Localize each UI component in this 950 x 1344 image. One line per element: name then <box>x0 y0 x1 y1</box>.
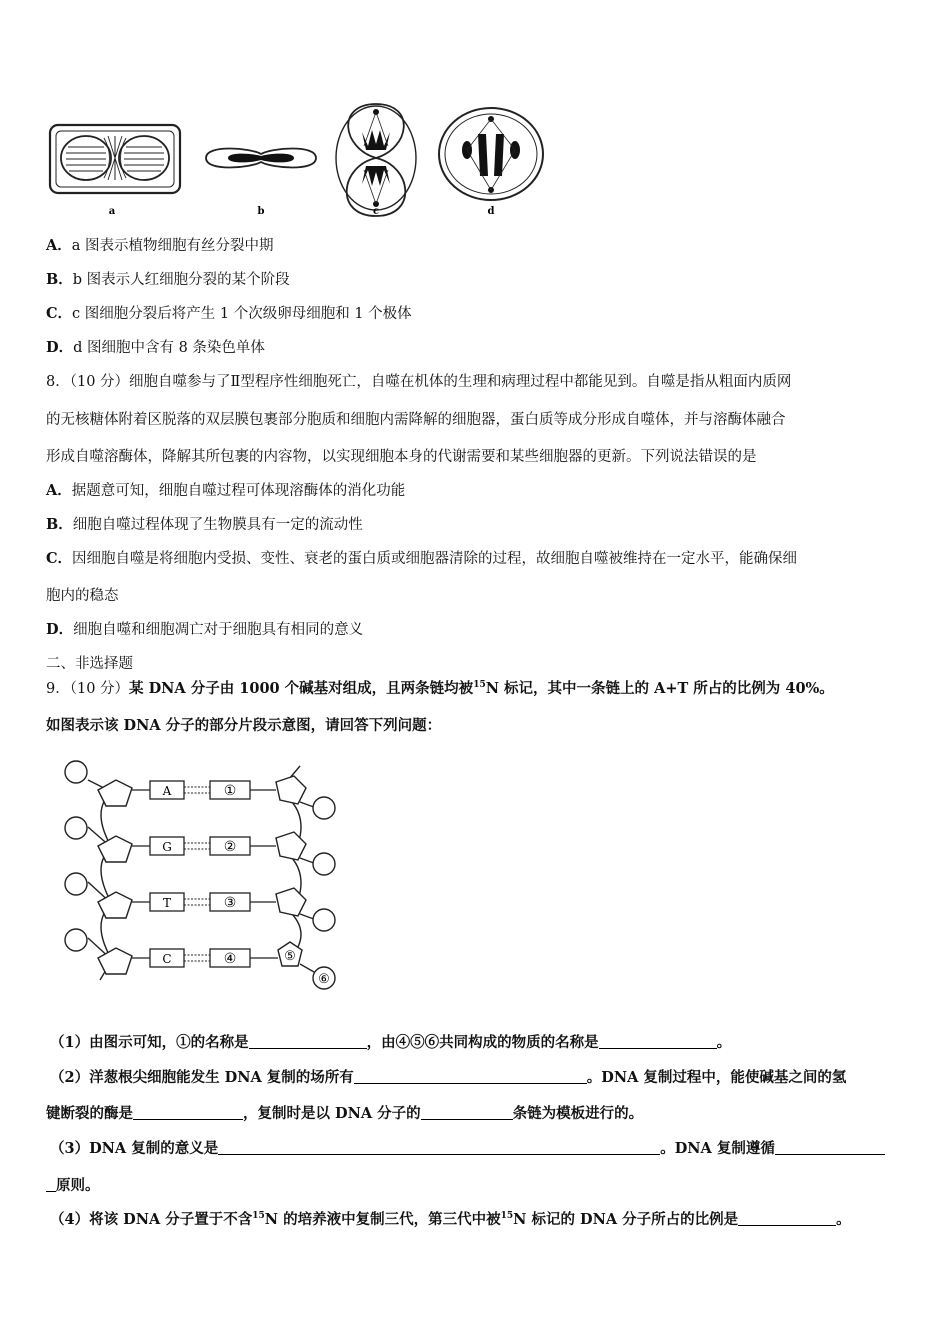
label-d: d <box>487 206 495 217</box>
answer-blank-6[interactable] <box>218 1140 660 1155</box>
cell-d <box>439 108 543 200</box>
pair-mark-1: ① <box>223 783 237 799</box>
q8-option-b: B．细胞自噬过程体现了生物膜具有一定的流动性 <box>46 516 363 533</box>
cell-a <box>50 125 180 193</box>
q9-sub2-line2: 键断裂的酶是 ，复制时是以 DNA 分子的 条链为模板进行的。 <box>46 1105 644 1122</box>
base-label-g: G <box>162 840 172 854</box>
right-phosphates <box>313 797 335 931</box>
dna-diagram <box>60 752 345 1002</box>
answer-blank-3[interactable] <box>354 1069 587 1084</box>
answer-blank-7[interactable] <box>775 1140 885 1155</box>
q9-sub2-line1: （2）洋葱根尖细胞能发生 DNA 复制的场所有 。DNA 复制过程中，能使碱基之间的氢 <box>50 1069 847 1086</box>
q9-stem-line1: 9．（10 分）某 DNA 分子由 1000 个碱基对组成，且两条链均被$^{15}$N 标记，其中一条链上的 A+T 所占的比例为 40%。 <box>46 680 834 697</box>
q8-option-c-cont: 胞内的稳态 <box>46 588 119 604</box>
right-sugars <box>276 776 306 916</box>
answer-blank-5[interactable] <box>421 1105 513 1120</box>
base-label-a: A <box>162 784 172 798</box>
q8-option-c: C．因细胞自噬是将细胞内受损、变性、衰老的蛋白质或细胞器清除的过程，故细胞自噬被维持在一定水平，能确保细 <box>46 550 798 567</box>
q9-sub1: （1）由图示可知，①的名称是 ，由④⑤⑥共同构成的物质的名称是 。 <box>50 1034 732 1051</box>
q8-stem-line3: 形成自噬溶酶体，降解其所包裹的内容物，以实现细胞本身的代谢需要和某些细胞器的更新。下列说法错误的是 <box>46 449 757 465</box>
q8-option-a: A．据题意可知，细胞自噬过程可体现溶酶体的消化功能 <box>46 482 406 499</box>
q9-sub4: （4）将该 DNA 分子置于不含$^{15}$N 的培养液中复制三代，第三代中被$^{15}$N 标记的 DNA 分子所占的比例是 。 <box>50 1211 851 1228</box>
pair-mark-3: ③ <box>223 895 237 911</box>
answer-blank-4[interactable] <box>133 1105 243 1120</box>
q7-option-a: A．a 图表示植物细胞有丝分裂中期 <box>46 237 274 254</box>
q7-option-b: B．b 图表示人红细胞分裂的某个阶段 <box>46 271 290 288</box>
mark-6: ⑥ <box>318 972 330 987</box>
pair-mark-4: ④ <box>223 951 237 967</box>
q9-stem-line2: 如图表示该 DNA 分子的部分片段示意图，请回答下列问题： <box>46 717 442 734</box>
cell-c <box>336 104 416 216</box>
label-b: b <box>257 206 265 217</box>
q8-stem-line2: 的无核糖体附着区脱落的双层膜包裹部分胞质和细胞内需降解的细胞器，蛋白质等成分形成自噬体，并与溶酶体融合 <box>46 412 786 428</box>
cell-division-figure <box>46 100 556 222</box>
q9-sub3-line1: （3）DNA 复制的意义是 。DNA 复制遵循 <box>50 1139 885 1159</box>
pair-mark-2: ② <box>223 839 237 855</box>
label-c: c <box>372 206 380 217</box>
answer-blank-2[interactable] <box>599 1034 717 1049</box>
base-label-t: T <box>162 896 172 910</box>
answer-blank-7-cont[interactable] <box>46 1177 56 1192</box>
left-sugars <box>98 780 132 974</box>
cell-b <box>206 149 316 168</box>
left-phosphates <box>65 761 87 951</box>
label-a: a <box>108 206 116 217</box>
q8-option-d: D．细胞自噬和细胞凋亡对于细胞具有相同的意义 <box>46 621 364 638</box>
section-title: 二、非选择题 <box>46 656 133 672</box>
q7-option-c: C．c 图细胞分裂后将产生 1 个次级卵母细胞和 1 个极体 <box>46 305 412 322</box>
mark-5: ⑤ <box>284 949 296 964</box>
base-label-c: C <box>162 952 172 966</box>
answer-blank-8[interactable] <box>738 1211 836 1226</box>
q9-sub3-line2: 原则。 <box>46 1176 100 1196</box>
q8-stem-line1: 8．（10 分）细胞自噬参与了Ⅱ型程序性细胞死亡，自噬在机体的生理和病理过程中都能见到。自噬是指从粗面内质网 <box>46 374 792 390</box>
answer-blank-1[interactable] <box>249 1034 367 1049</box>
q7-option-d: D．d 图细胞中含有 8 条染色单体 <box>46 339 265 356</box>
